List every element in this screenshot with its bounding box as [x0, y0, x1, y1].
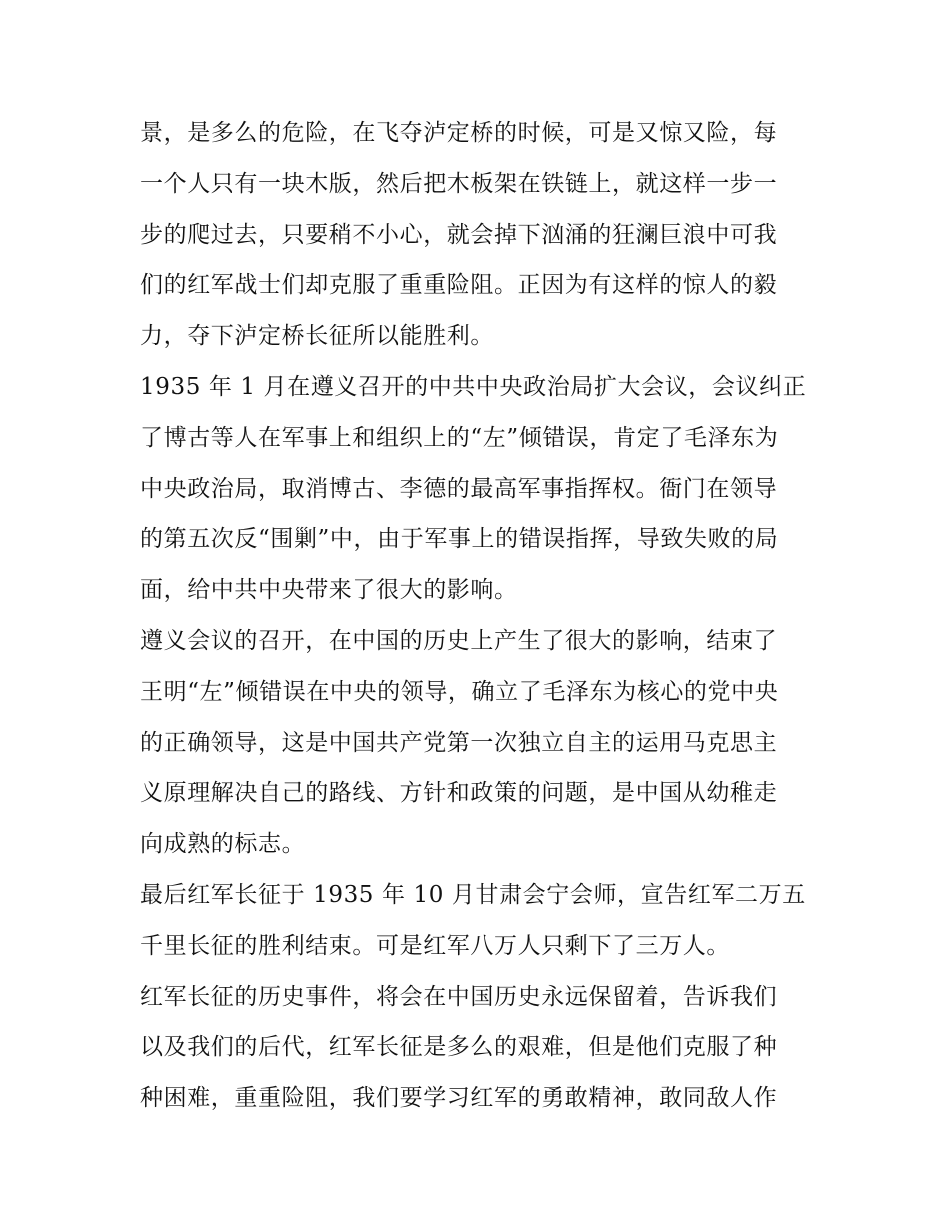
text-line: 中央政治局，取消博古、李德的最高军事指挥权。衙门在领导 [140, 475, 778, 502]
text-line: 以及我们的后代，红军长征是多么的艰难，但是他们克服了种 [140, 1034, 778, 1061]
text-line: 最后红军长征于 1935 年 10 月甘肃会宁会师，宣告红军二万五 [140, 881, 806, 908]
text-line: 的第五次反“围剿”中，由于军事上的错误指挥，导致失败的局 [140, 526, 779, 553]
text-line: 遵义会议的召开，在中国的历史上产生了很大的影响，结束了 [140, 627, 778, 654]
text-line: 的正确领导，这是中国共产党第一次独立自主的运用马克思主 [140, 729, 778, 756]
text-line: 一个人只有一块木版，然后把木板架在铁链上，就这样一步一 [140, 170, 778, 197]
text-line: 千里长征的胜利结束。可是红军八万人只剩下了三万人。 [140, 932, 730, 959]
text-line: 义原理解决自己的路线、方针和政策的问题，是中国从幼稚走 [140, 780, 778, 807]
text-line: 向成熟的标志。 [140, 831, 306, 858]
text-line: 景，是多么的危险，在飞夺泸定桥的时候，可是又惊又险，每 [140, 120, 778, 146]
text-line: 红军长征的历史事件，将会在中国历史永远保留着，告诉我们 [140, 983, 778, 1010]
text-line: 们的红军战士们却克服了重重险阻。正因为有这样的惊人的毅 [140, 272, 778, 299]
text-line: 1935 年 1 月在遵义召开的中共中央政治局扩大会议，会议纠正 [140, 373, 807, 400]
text-line: 了博古等人在军事上和组织上的“左”倾错误，肯定了毛泽东为 [140, 424, 779, 451]
text-line: 面，给中共中央带来了很大的影响。 [140, 577, 518, 604]
text-line: 步的爬过去，只要稍不小心，就会掉下汹涌的狂澜巨浪中可我 [140, 221, 778, 248]
document-body [140, 108, 812, 1124]
text-line: 种困难，重重险阻，我们要学习红军的勇敢精神，敢同敌人作 [140, 1085, 778, 1112]
text-line: 王明“左”倾错误在中央的领导，确立了毛泽东为核心的党中央 [140, 678, 779, 705]
text-line: 力，夺下泸定桥长征所以能胜利。 [140, 323, 494, 350]
